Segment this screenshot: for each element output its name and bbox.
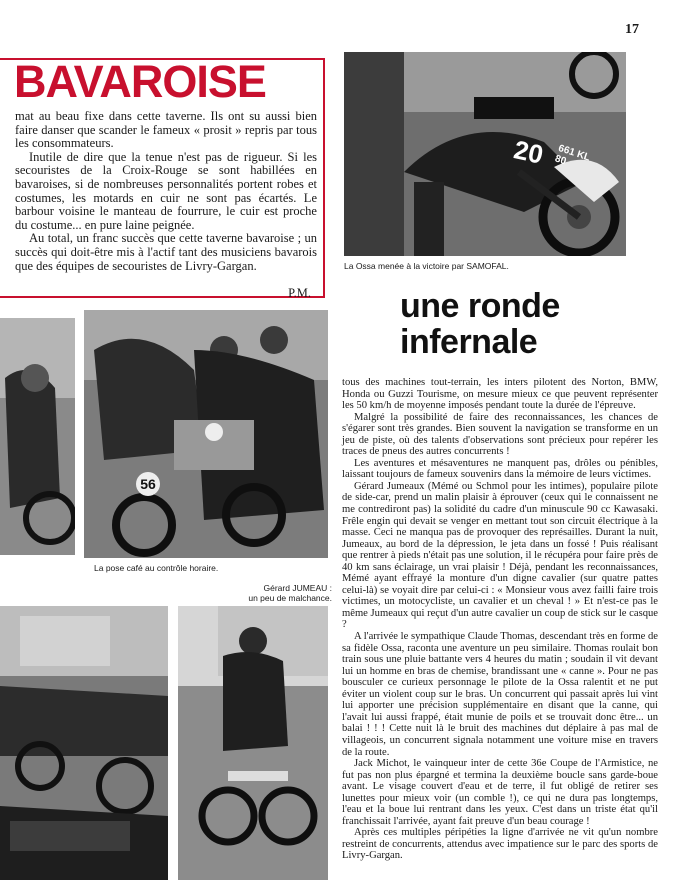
photo-jumeau-rider: [178, 606, 328, 880]
page-number: 17: [625, 22, 639, 37]
article-headline: [400, 288, 630, 360]
box-paragraph: Inutile de dire que la tenue n'est pas de rigueur. Si les secouristes de la Croix-Rouge se sont habillées en bavaroises, si de nombreuses personnalités portent robes et costumes, les motards en cuir ne sont pas écartés. Le barbour voisine le manteau de fourrure, le cuir est proche du costume... en pure laine peignée.: [15, 149, 317, 232]
caption-line: Gérard JUMEAU :: [263, 583, 332, 593]
article-body: [342, 377, 658, 862]
photo-ossa-motorcycle: [344, 52, 626, 256]
box-signature: P.M.: [288, 286, 311, 301]
article-paragraph: Gérard Jumeaux (Mémé ou Schmol pour les intimes), populaire pilote de side-car, prend un malin plaisir à éprouver (ceux qui le connaissent ne me contrediront pas) la solidité du cadre d'un minuscule 90 cc Kawasaki. Frêle engin qui devait se venger en mettant tout son circuit électrique à la masse. Ceci ne manqua pas de provoquer des représailles. Durant la nuit, Jumeaux, au bord de la dépression, le jeta dans un fossé ! Puis réalisant que rentrer à pieds n'était pas une solution, il le récupéra pour faire près de 40 km sans éclairage, un vrai plaisir ! Déjà, pendant les reconnaissances, Mémé ayant effrayé la monture d'un digne cavalier (sur quatre pattes celui-là) se voyait dire par celui-ci : « Monsieur vous avez failli faire trois victimes, un motocycliste, un cavalier et un cheval ! » Et n'est-ce pas le même Jumeaux qui reçut d'un autre cavalier un coup de stick sur le casque ?: [342, 480, 658, 631]
headline-line: infernale: [400, 323, 538, 361]
article-paragraph: tous des machines tout-terrain, les inters pilotent des Norton, BMW, Honda ou Guzzi Tourisme, on mesure mieux ce que peuvent représenter les 50 km/h de moyenne imposés pendant toute la durée de l'épreuve.: [342, 377, 658, 412]
photo-riders-left: [0, 318, 75, 555]
photo-cafe-break: [84, 310, 328, 558]
article-paragraph: A l'arrivée le sympathique Claude Thomas, descendant très en forme de sa fidèle Ossa, raconta une aventure un peu similaire. Thomas roulait bon train sous une pluie battante vers 4 heures du matin ; soudain il vit devant lui un homme en bras de chemise, brandissant une « canne ». Pour ne pas bousculer ce curieux personnage le pilote de la Ossa ralentit et ne put éviter un violent coup sur le bras. Un concurrent qui passait après lui vint lui apporter une précision supplémentaire en disant que la canne, qui l'avait lui aussi frappé, était munie de poils et se trouvait donc être... un balai ! ! ! Cette nuit là le bruit des machines dut déplaire à pas mal de villageois, un concurrent signala notamment une voiture mise en travers de la route.: [342, 631, 658, 758]
registration-plate: 661 KL 80: [553, 142, 592, 168]
photo-parked-motorcycles: [0, 606, 168, 880]
race-plate-number: 20: [511, 134, 546, 170]
race-plate-number: 56: [136, 472, 160, 496]
photo-caption: [240, 583, 332, 603]
photo-caption: La Ossa menée à la victoire par SAMOFAL.: [344, 261, 509, 271]
photo-caption: La pose café au contrôle horaire.: [94, 563, 219, 573]
box-title: BAVAROISE: [14, 56, 266, 107]
headline-line: une ronde: [400, 287, 560, 325]
article-paragraph: Jack Michot, le vainqueur inter de cette 36e Coupe de l'Armistice, ne fut pas non plus épargné et termina la deuxième boucle sans garde-boue avant. Le visage couvert d'eau et de terre, il fut obligé de retirer ses lunettes pour mieux voir (un comble !), ce qui ne dura pas longtemps, l'eau et la boue lui rentrant dans les yeux. C'est dans un triste état qu'il franchissait l'arrivée, ayant fait preuve d'un beau courage !: [342, 758, 658, 827]
box-paragraph: Au total, un franc succès que cette taverne bavaroise ; un succès qui doit-être mis à l'actif tant des musiciens bavarois que des équipes de secouristes de Livry-Gargan.: [15, 231, 317, 273]
box-paragraph: mat au beau fixe dans cette taverne. Ils ont su aussi bien faire danser que scander le fameux « prosit » repris par tous les consommateurs.: [15, 109, 317, 151]
article-paragraph: Malgré la possibilité de faire des reconnaissances, les chances de s'égarer sont très grandes. Bien souvent la navigation se transforme en un jeu de piste, où des talents d'observations sont précieux pour repérer les traces de pneus des autres concurrents !: [342, 411, 658, 458]
box-text: [15, 110, 317, 301]
article-paragraph: Après ces multiples péripéties la ligne d'arrivée ne vit qu'un nombre restreint de concurrents, attendus avec impatience sur le parc des sports de Livry-Gargan.: [342, 827, 658, 862]
caption-line: un peu de malchance.: [248, 593, 332, 603]
article-paragraph: Les aventures et mésaventures ne manquent pas, drôles ou pénibles, laissant toujours de fameux souvenirs dans la mémoire de leurs victimes.: [342, 457, 658, 481]
